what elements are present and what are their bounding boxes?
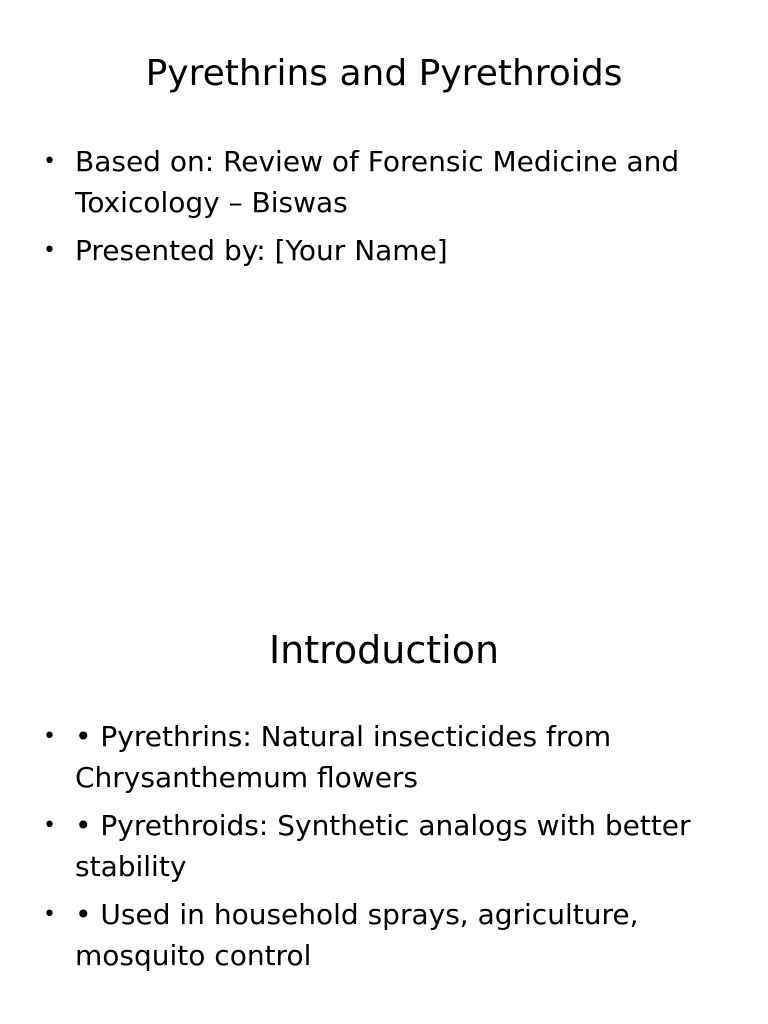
bullet-text: Based on: Review of Forensic Medicine and Toxicology – Biswas — [75, 145, 680, 219]
bullet-icon: • — [43, 724, 56, 749]
bullet-item — [38, 805, 728, 887]
bullet-item — [38, 716, 728, 798]
bullet-item — [38, 141, 728, 223]
bullet-icon: • — [43, 902, 56, 927]
bullet-icon: • — [43, 238, 56, 263]
bullet-icon: • — [43, 149, 56, 174]
bullet-text: • Used in household sprays, agriculture, mosquito control — [75, 898, 639, 972]
bullet-item — [38, 894, 728, 976]
bullet-text: • Pyrethroids: Synthetic analogs with better stability — [75, 809, 691, 883]
bullet-item — [38, 230, 728, 271]
bullet-icon: • — [43, 813, 56, 838]
bullet-list — [38, 716, 728, 983]
slide-title: Introduction — [268, 628, 500, 672]
slide-introduction — [0, 576, 768, 1024]
bullet-text: Presented by: [Your Name] — [75, 234, 448, 267]
slide-title: Pyrethrins and Pyrethroids — [145, 53, 623, 94]
bullet-list — [38, 141, 728, 278]
bullet-text: • Pyrethrins: Natural insecticides from Chrysanthemum flowers — [75, 720, 612, 794]
